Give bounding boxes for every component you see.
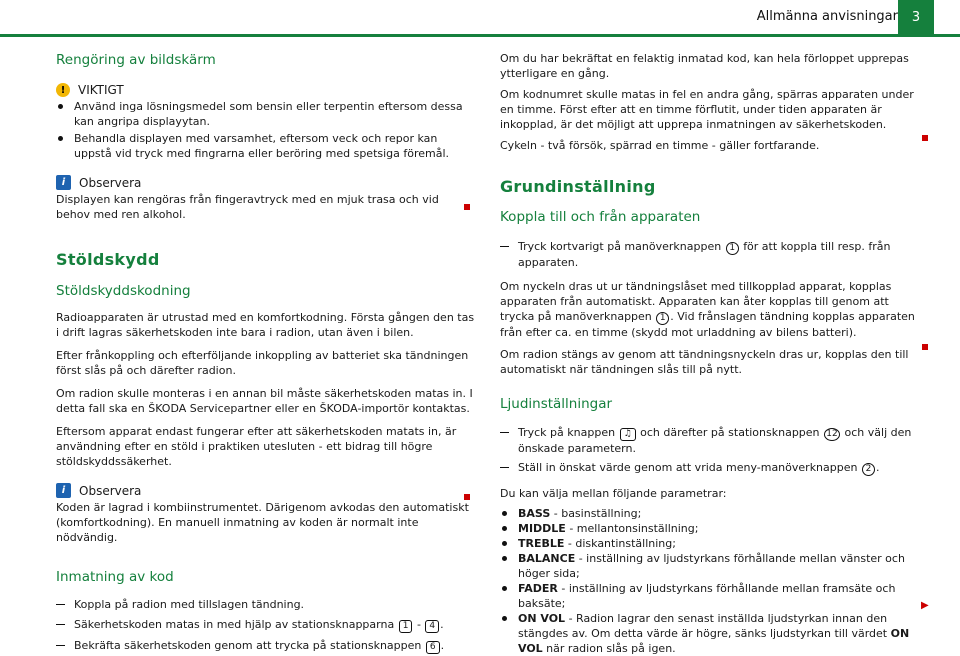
note-block-cleaning <box>56 175 476 222</box>
sound-button-icon: ♫ <box>620 428 636 441</box>
step: Ställ in önskat värde genom att vrida meny-manöverknappen 2 . <box>500 460 920 476</box>
running-header: Allmänna anvisningar <box>756 9 898 24</box>
left-column <box>56 48 476 654</box>
step: Tryck kortvarigt på manöverknappen 1 för att koppla till resp. från apparaten. <box>500 239 920 270</box>
note-block-coding <box>56 483 476 545</box>
code-input-heading: Inmatning av kod <box>56 569 174 585</box>
section-end-marker <box>922 344 928 350</box>
note-text: Koden är lagrad i kombiinstrumentet. Därigenom avkodas den automatiskt (komfortkodning). En manuell inmatning av koden är normalt inte nödvändig. <box>56 501 469 544</box>
section-end-marker <box>464 494 470 500</box>
section-end-marker <box>464 204 470 210</box>
step: Koppla på radion med tillslagen tändning. <box>56 597 476 612</box>
theft-coding-subheading: Stöldskyddskodning <box>56 283 191 299</box>
station-key-12: 12 <box>824 428 840 441</box>
note-label: Observera <box>79 483 142 498</box>
param-item: BASS - basinställning; <box>500 506 920 521</box>
control-knob-1: 1 <box>726 242 739 255</box>
paragraph: Cykeln - två försök, spärrad en timme - gäller fortfarande. <box>500 139 820 152</box>
header-rule <box>0 34 960 37</box>
basic-settings-heading: Grundinställning <box>500 177 656 196</box>
warning-label: VIKTIGT <box>78 83 124 97</box>
warning-item: Behandla displayen med varsamhet, eftersom veck och repor kan uppstå vid tryck med fingrarna eller beröring med spetsiga föremål. <box>56 131 476 161</box>
right-column <box>500 48 920 656</box>
param-item: MIDDLE - mellantonsinställning; <box>500 521 920 536</box>
station-key-1: 1 <box>399 620 413 633</box>
parameter-list <box>500 506 920 656</box>
station-key-4: 4 <box>425 620 439 633</box>
control-knob-1: 1 <box>656 312 669 325</box>
menu-knob-2: 2 <box>862 463 875 476</box>
warning-header <box>56 83 476 97</box>
paragraph: Eftersom apparat endast fungerar efter att säkerhetskoden matats in, är användning efter en stöld i praktiken utesluten - ett bidrag till högre stöldskyddssäkerhet. <box>56 425 457 468</box>
paragraph: Efter frånkoppling och efterföljande inkoppling av batteriet ska tändningen först slås på och därefter radion. <box>56 349 469 377</box>
info-icon: i <box>56 483 71 498</box>
station-key-6: 6 <box>426 641 440 654</box>
note-label: Observera <box>79 175 142 190</box>
step: Tryck på knappen ♫ och därefter på stationsknappen 12 och välj den önskade parametern. <box>500 425 920 456</box>
sound-settings-heading: Ljudinställningar <box>500 396 613 412</box>
paragraph: Om du har bekräftat en felaktig inmatad kod, kan hela förloppet upprepas ytterligare en gång. <box>500 52 909 80</box>
continue-arrow-icon: ▶ <box>921 600 929 611</box>
cleaning-heading: Rengöring av bildskärm <box>56 52 216 68</box>
param-item: BALANCE - inställning av ljudstyrkans förhållande mellan vänster och höger sida; <box>500 551 920 581</box>
warning-item: Använd inga lösningsmedel som bensin eller terpentin eftersom dessa kan angripa displayytan. <box>56 99 476 129</box>
paragraph: Om radion skulle monteras i en annan bil måste säkerhetskoden matas in. I detta fall ska en ŠKODA Servicepartner eller en ŠKODA-importör kontaktas. <box>56 387 473 415</box>
power-subheading: Koppla till och från apparaten <box>500 209 701 225</box>
note-header <box>56 483 476 498</box>
info-icon: i <box>56 175 71 190</box>
params-intro: Du kan välja mellan följande parametrar: <box>500 487 727 500</box>
param-item: FADER - inställning av ljudstyrkans förhållande mellan framsäte och baksäte; <box>500 581 920 611</box>
warning-icon: ! <box>56 83 70 97</box>
paragraph: Om kodnumret skulle matas in fel en andra gång, spärras apparaten under en timme. Först efter att en timme förflutit, under tiden apparaten är inkopplad, är det möjligt att upprepa inmatningen av säkerhetskoden. <box>500 88 914 131</box>
warning-block <box>56 83 476 161</box>
note-text: Displayen kan rengöras från fingeravtryck med en mjuk trasa och vid behov med ren alkohol. <box>56 193 439 221</box>
paragraph: Om radion stängs av genom att tändningsnyckeln dras ur, kopplas den till automatiskt när tändningen slås till på nytt. <box>500 348 909 376</box>
section-end-marker <box>922 135 928 141</box>
param-item: ON VOL - Radion lagrar den senast inställda ljudstyrkan innan den stängdes av. Om detta värde är högre, sänks ljudstyrkan till värdet ON VOL när radion slås på igen. <box>500 611 920 656</box>
paragraph: Radioapparaten är utrustad med en komfortkodning. Första gången den tas i drift lagras säkerhetskoden inte bara i radion, utan även i bilen. <box>56 311 475 339</box>
param-item: TREBLE - diskantinställning; <box>500 536 920 551</box>
note-header <box>56 175 476 190</box>
theft-protection-heading: Stöldskydd <box>56 250 160 269</box>
page-number: 3 <box>898 0 934 34</box>
power-steps <box>500 239 920 270</box>
step: Bekräfta säkerhetskoden genom att trycka på stationsknappen 6 . <box>56 638 476 654</box>
warning-list <box>56 99 476 161</box>
step: Säkerhetskoden matas in med hjälp av stationsknapparna 1 - 4 . <box>56 617 476 633</box>
sound-steps <box>500 425 920 476</box>
paragraph: Om nyckeln dras ut ur tändningslåset med tillkopplad apparat, kopplas apparaten från automatiskt. Apparaten kan åter kopplas till genom att trycka på manöverknappen 1 . Vid frånslagen tändning kopplas apparaten från efter ca. en timme (skydd mot urladdning av bilens batteri). <box>500 280 915 339</box>
code-steps <box>56 597 476 654</box>
